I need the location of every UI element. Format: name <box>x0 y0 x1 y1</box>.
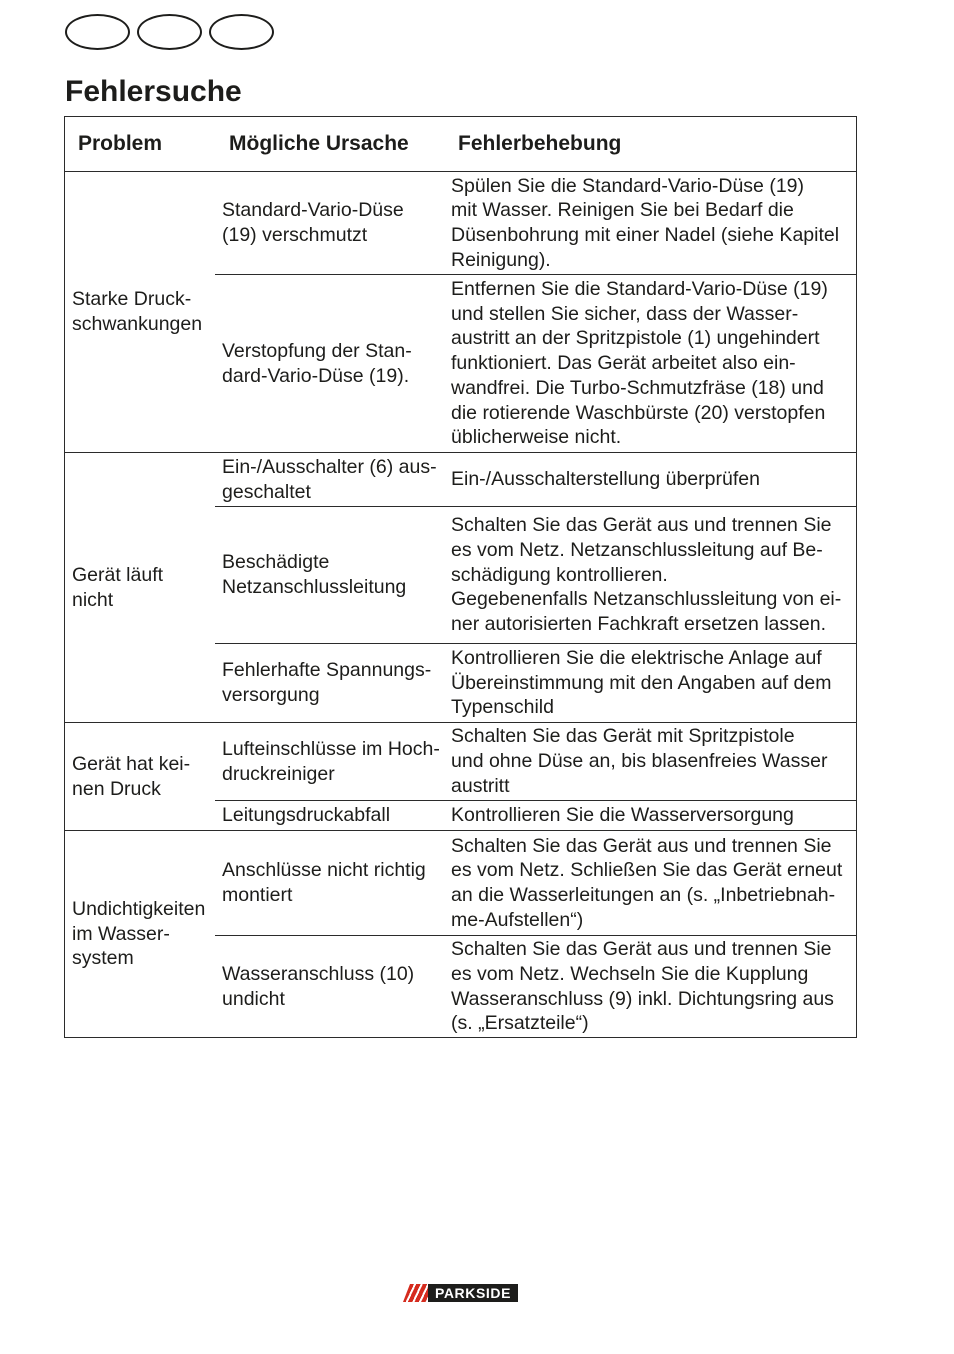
remedy-cell: Kontrollieren Sie die elektrische Anlage auf Übereinstimmung mit den Angaben auf dem Typenschild <box>445 643 856 722</box>
cause-cell: Ein-/Ausschalter (6) aus- geschaltet <box>215 452 445 506</box>
cause-cell: Lufteinschlüsse im Hoch- druckreiniger <box>215 722 445 800</box>
language-oval <box>209 14 274 50</box>
remedy-cell: Kontrollieren Sie die Wasserversorgung <box>445 800 856 830</box>
remedy-cell: Schalten Sie das Gerät aus und trennen Sie es vom Netz. Wechseln Sie die Kupplung Wasseranschluss (9) inkl. Dichtungsring aus (s. „Ersatzteile“) <box>445 935 856 1037</box>
remedy-cell: Spülen Sie die Standard-Vario-Düse (19) mit Wasser. Reinigen Sie bei Bedarf die Düsenbohrung mit einer Nadel (siehe Kapitel Reinigung). <box>445 171 856 274</box>
header-remedy: Fehlerbehebung <box>458 132 622 155</box>
problem-cell: Gerät hat kei- nen Druck <box>65 722 215 830</box>
logo-wordmark: PARKSIDE <box>428 1284 518 1302</box>
cause-cell: Fehlerhafte Spannungs- versorgung <box>215 643 445 722</box>
cause-cell: Anschlüsse nicht richtig montiert <box>215 830 445 935</box>
page-title: Fehlersuche <box>65 75 242 108</box>
problem-cell: Starke Druck- schwankungen <box>65 171 215 452</box>
logo-stripes <box>403 1284 428 1302</box>
language-oval <box>137 14 202 50</box>
problem-cell: Undichtigkeiten im Wasser- system <box>65 830 215 1037</box>
parkside-logo <box>403 1284 518 1302</box>
remedy-cell: Ein-/Ausschalterstellung überprüfen <box>445 452 856 506</box>
header-cause: Mögliche Ursache <box>229 132 409 155</box>
remedy-cell: Schalten Sie das Gerät mit Spritzpistole und ohne Düse an, bis blasenfreies Wasser austritt <box>445 722 856 800</box>
cause-cell: Beschädigte Netzanschlussleitung <box>215 506 445 643</box>
remedy-cell: Schalten Sie das Gerät aus und trennen Sie es vom Netz. Schließen Sie das Gerät erneut an die Wasserleitungen an (s. „Inbetriebnah- me-Aufstellen“) <box>445 830 856 935</box>
cause-cell: Standard-Vario-Düse (19) verschmutzt <box>215 171 445 274</box>
header-problem: Problem <box>78 132 163 155</box>
remedy-cell: Schalten Sie das Gerät aus und trennen Sie es vom Netz. Netzanschlussleitung auf Be- schädigung kontrollieren. Gegebenenfalls Netzanschlussleitung von ei- ner autorisierten Fachkraft ersetzen lassen. <box>445 506 856 643</box>
cause-cell: Leitungsdruckabfall <box>215 800 445 830</box>
problem-cell: Gerät läuft nicht <box>65 452 215 722</box>
cause-cell: Wasseranschluss (10) undicht <box>215 935 445 1037</box>
remedy-cell: Entfernen Sie die Standard-Vario-Düse (19) und stellen Sie sicher, dass der Wasser- austritt an der Spritzpistole (1) ungehindert funktioniert. Das Gerät arbeitet also ein- wandfrei. Die Turbo-Schmutzfräse (18) und die rotierende Waschbürste (20) verstopfen üblicherweise nicht. <box>445 274 856 452</box>
cause-cell: Verstopfung der Stan- dard-Vario-Düse (19). <box>215 274 445 452</box>
language-oval <box>65 14 130 50</box>
troubleshooting-table <box>65 117 856 1037</box>
